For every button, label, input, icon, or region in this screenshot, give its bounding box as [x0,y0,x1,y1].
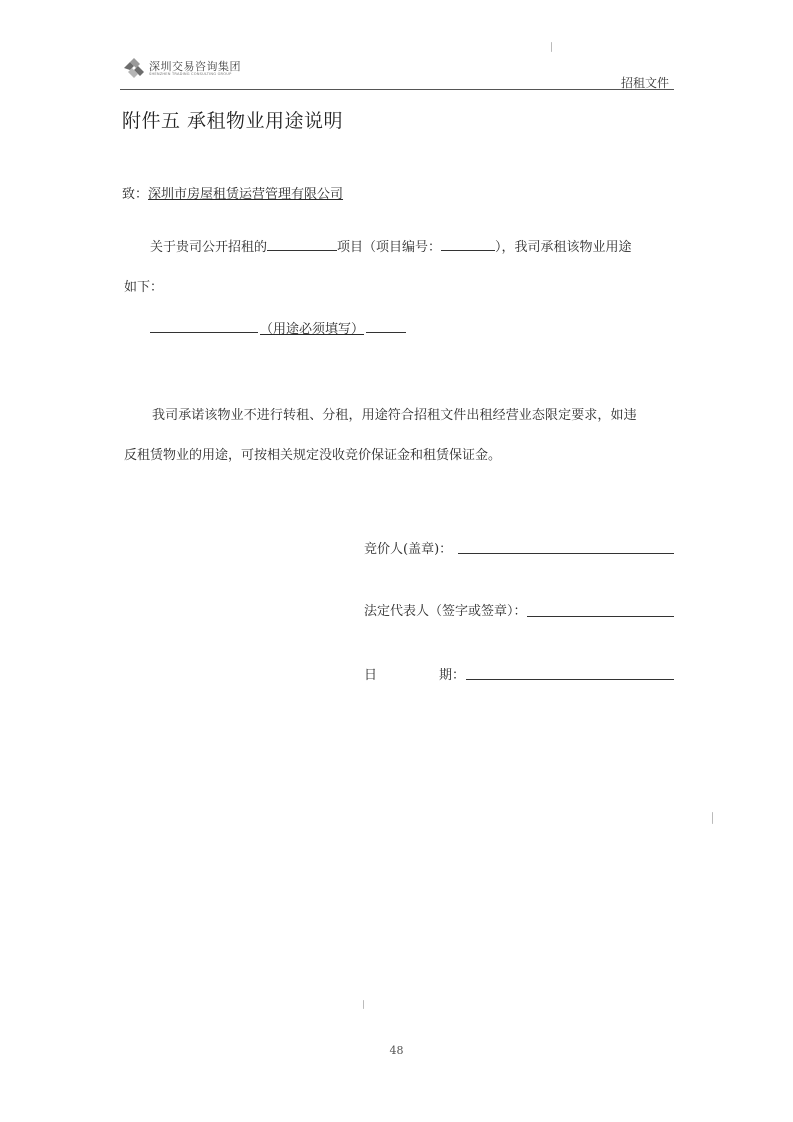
project-name-blank[interactable] [267,238,337,251]
commitment-paragraph-line2: 反租赁物业的用途，可按相关规定没收竞价保证金和租赁保证金。 [124,448,502,463]
addressee-company: 深圳市房屋租赁运营管理有限公司 [148,187,344,202]
usage-blank-right[interactable] [366,320,406,333]
as-follows-line: 如下： [124,280,164,295]
header-divider [120,89,674,90]
date-field[interactable] [466,679,674,680]
page-number: 48 [389,1044,404,1057]
scan-speck [712,812,713,824]
project-line-part-b: 项目（项目编号： [337,240,442,255]
scan-speck [363,1000,364,1009]
legal-rep-signature-field[interactable] [527,616,674,617]
addressee-line [122,183,343,202]
logo-chinese-name: 深圳交易咨询集团 [149,60,241,73]
usage-note: （用途必须填写） [260,322,365,337]
logo-icon [122,56,146,80]
bidder-seal-label: 竞价人(盖章)： [364,542,453,557]
date-label-b: 期： [439,668,466,683]
bidder-seal-field[interactable] [458,553,674,554]
date-label-a: 日 [364,668,378,683]
usage-blank-left[interactable] [150,320,258,333]
commitment-paragraph-line1: 我司承诺该物业不进行转租、分租，用途符合招租文件出租经营业态限定要求，如违 [152,408,637,423]
project-line-part-c: ），我司承租该物业用途 [495,240,632,255]
usage-line [150,318,406,337]
project-line [150,236,632,255]
legal-rep-label: 法定代表人（签字或签章）： [364,604,527,619]
project-number-blank[interactable] [441,238,495,251]
logo-english-name: SHENZHEN TRADING CONSULTING GROUP [149,72,232,76]
addressee-prefix: 致： [122,187,149,202]
company-logo [122,56,262,82]
date-label [364,664,465,683]
project-line-part-a: 关于贵司公开招租的 [150,240,268,255]
scan-speck [551,42,552,52]
document-type-label: 招租文件 [620,76,669,90]
page-title: 附件五 承租物业用途说明 [122,110,344,132]
